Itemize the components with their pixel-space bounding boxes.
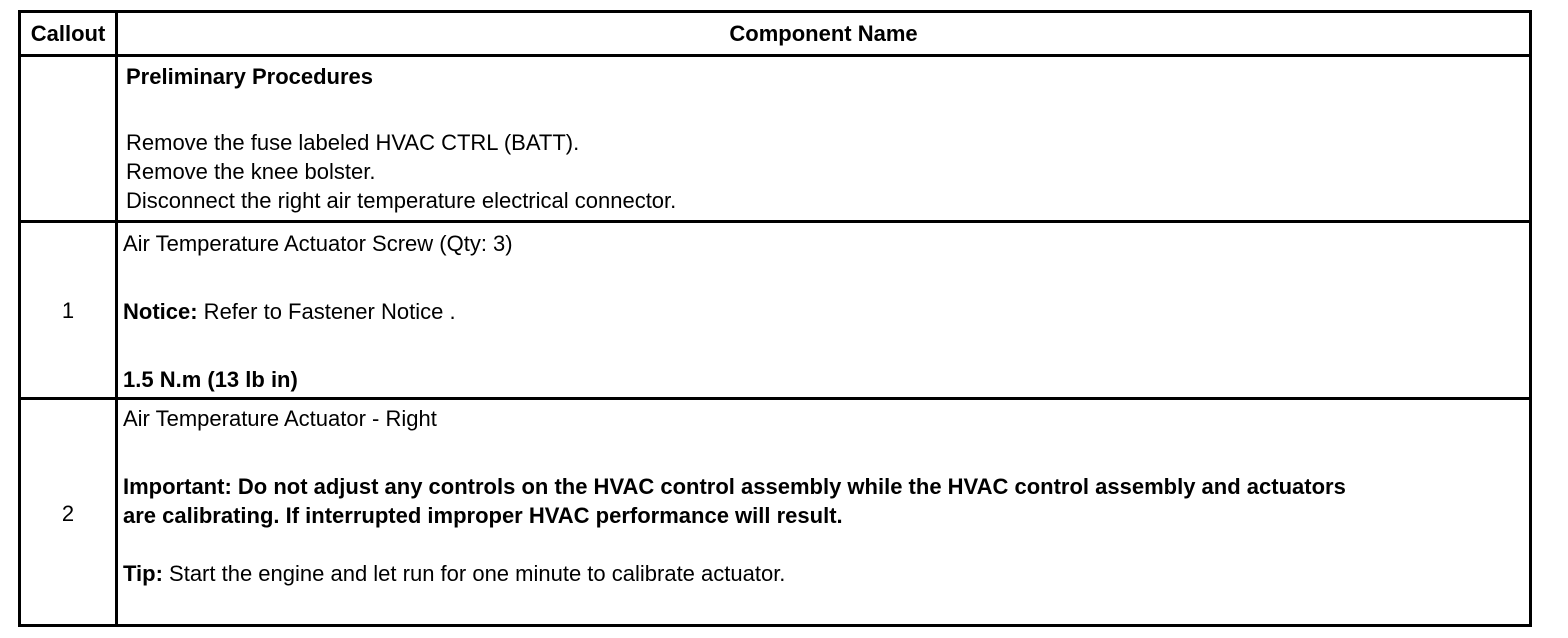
table-header-row (21, 13, 1529, 54)
column-divider (115, 57, 118, 220)
component-cell (123, 404, 1519, 588)
table-row (21, 220, 1529, 397)
important-note: are calibrating. If interrupted improper HVAC performance will result. (123, 503, 843, 528)
callout-number: 1 (61, 298, 75, 323)
tip-label: Tip: (123, 561, 163, 586)
component-name: Air Temperature Actuator - Right (123, 406, 437, 431)
column-divider (115, 223, 118, 397)
column-divider (115, 400, 118, 624)
component-cell (123, 229, 1519, 394)
preliminary-step: Disconnect the right air temperature electrical connector. (126, 188, 677, 213)
preliminary-step: Remove the fuse labeled HVAC CTRL (BATT). (126, 130, 580, 155)
preliminary-step: Remove the knee bolster. (126, 159, 376, 184)
important-note: Important: Do not adjust any controls on the HVAC control assembly while the HVAC control assembly and actuators (123, 474, 1346, 499)
tip-text (123, 559, 1519, 588)
preliminary-procedures-row (21, 54, 1529, 220)
tip-body: Start the engine and let run for one minute to calibrate actuator. (162, 561, 786, 586)
torque-spec: 1.5 N.m (13 lb in) (123, 367, 298, 392)
procedure-table (18, 10, 1532, 627)
notice-label: Notice: (123, 299, 198, 324)
component-name-column-header: Component Name (729, 20, 918, 46)
callout-column-header: Callout (30, 20, 106, 46)
component-name: Air Temperature Actuator Screw (Qty: 3) (123, 231, 513, 256)
callout-number: 2 (61, 501, 75, 526)
preliminary-procedures-content (126, 62, 1519, 215)
notice-text (123, 297, 1519, 326)
table-row (21, 397, 1529, 624)
notice-body: Refer to Fastener Notice . (197, 299, 456, 324)
preliminary-procedures-title: Preliminary Procedures (126, 64, 374, 89)
